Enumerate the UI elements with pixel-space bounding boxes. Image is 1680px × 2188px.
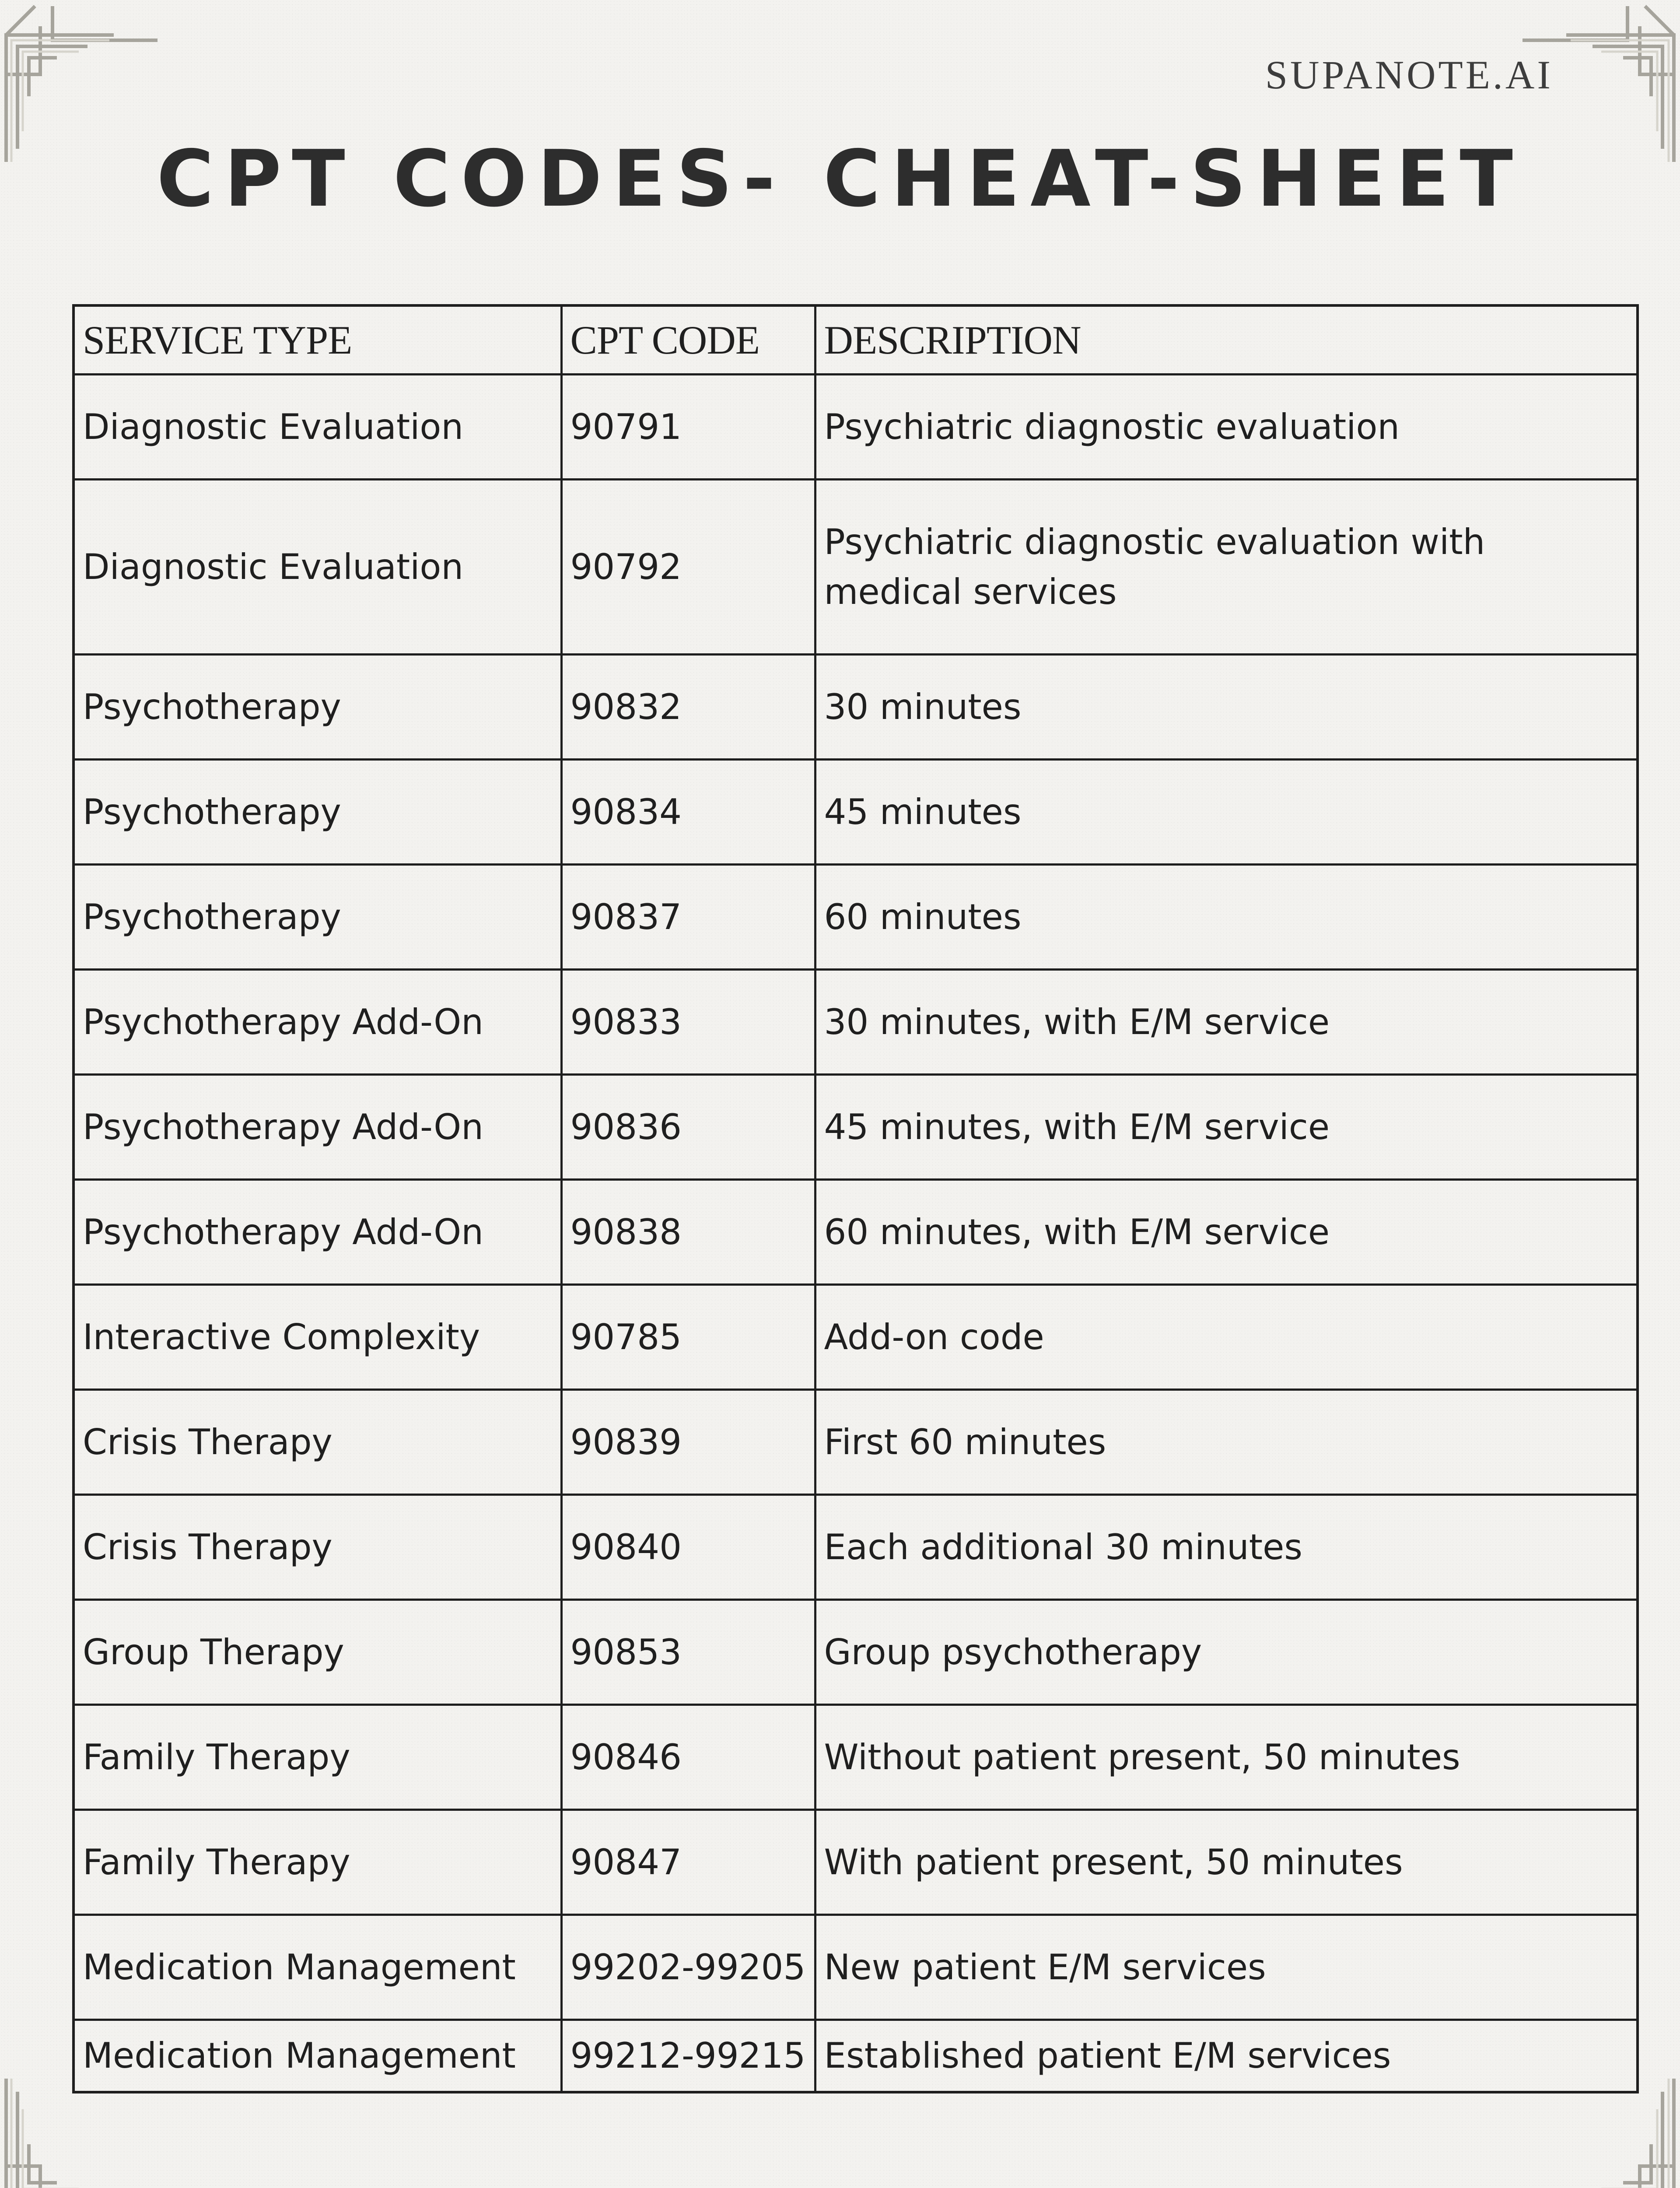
cell-cpt-code: 90833	[561, 970, 815, 1075]
cell-service-type: Medication Management	[74, 2020, 561, 2093]
cell-description: With patient present, 50 minutes	[815, 1810, 1638, 1915]
corner-ornament-bottom-right	[1518, 2079, 1680, 2188]
table-row	[74, 1600, 1638, 1705]
cell-description: 60 minutes	[815, 865, 1638, 970]
cell-description: 30 minutes, with E/M service	[815, 970, 1638, 1075]
table-body	[74, 375, 1638, 2093]
cell-description: First 60 minutes	[815, 1390, 1638, 1495]
cell-description: New patient E/M services	[815, 1915, 1638, 2020]
cell-cpt-code: 90837	[561, 865, 815, 970]
table-row	[74, 2020, 1638, 2093]
cell-cpt-code: 99202-99205	[561, 1915, 815, 2020]
cell-description: Psychiatric diagnostic evaluation with medical services	[815, 480, 1638, 655]
table-row	[74, 1810, 1638, 1915]
art-deco-corner-icon	[0, 2079, 162, 2188]
header-cpt-code: CPT CODE	[561, 305, 815, 375]
cell-description: Without patient present, 50 minutes	[815, 1705, 1638, 1810]
page-title: CPT CODES- CHEAT-SHEET	[157, 133, 1523, 224]
table-header	[74, 305, 1638, 375]
cell-cpt-code: 90791	[561, 375, 815, 480]
table-row	[74, 1495, 1638, 1600]
cell-description: Each additional 30 minutes	[815, 1495, 1638, 1600]
cell-cpt-code: 90834	[561, 760, 815, 865]
cell-description: 60 minutes, with E/M service	[815, 1180, 1638, 1285]
cell-cpt-code: 90853	[561, 1600, 815, 1705]
cell-description: Established patient E/M services	[815, 2020, 1638, 2093]
cell-cpt-code: 90792	[561, 480, 815, 655]
cell-service-type: Medication Management	[74, 1915, 561, 2020]
cell-description: 45 minutes	[815, 760, 1638, 865]
cell-cpt-code: 99212-99215	[561, 2020, 815, 2093]
table-row	[74, 1075, 1638, 1180]
table-row	[74, 760, 1638, 865]
table-row	[74, 1285, 1638, 1390]
cell-service-type: Psychotherapy	[74, 760, 561, 865]
cell-cpt-code: 90836	[561, 1075, 815, 1180]
cell-service-type: Psychotherapy Add-On	[74, 1180, 561, 1285]
cell-service-type: Diagnostic Evaluation	[74, 480, 561, 655]
table-row	[74, 1705, 1638, 1810]
cell-description: 30 minutes	[815, 655, 1638, 760]
table-row	[74, 480, 1638, 655]
table-row	[74, 1390, 1638, 1495]
cell-description: Add-on code	[815, 1285, 1638, 1390]
cell-service-type: Psychotherapy Add-On	[74, 970, 561, 1075]
cell-service-type: Crisis Therapy	[74, 1390, 561, 1495]
header-service-type: SERVICE TYPE	[74, 305, 561, 375]
cell-service-type: Diagnostic Evaluation	[74, 375, 561, 480]
table-row	[74, 655, 1638, 760]
cell-cpt-code: 90832	[561, 655, 815, 760]
cell-description: Group psychotherapy	[815, 1600, 1638, 1705]
art-deco-corner-icon	[0, 0, 162, 162]
cpt-codes-table	[72, 304, 1639, 2093]
cell-cpt-code: 90839	[561, 1390, 815, 1495]
cell-service-type: Interactive Complexity	[74, 1285, 561, 1390]
cell-cpt-code: 90847	[561, 1810, 815, 1915]
cell-description: Psychiatric diagnostic evaluation	[815, 375, 1638, 480]
cell-cpt-code: 90838	[561, 1180, 815, 1285]
table-row	[74, 1915, 1638, 2020]
table-row	[74, 865, 1638, 970]
cell-service-type: Psychotherapy	[74, 655, 561, 760]
table-row	[74, 375, 1638, 480]
art-deco-corner-icon	[1518, 2079, 1680, 2188]
corner-ornament-bottom-left	[0, 2079, 162, 2188]
cell-cpt-code: 90846	[561, 1705, 815, 1810]
table-row	[74, 1180, 1638, 1285]
cell-service-type: Psychotherapy Add-On	[74, 1075, 561, 1180]
brand-label: SUPANOTE.AI	[1265, 53, 1553, 97]
cell-service-type: Family Therapy	[74, 1810, 561, 1915]
header-row	[74, 305, 1638, 375]
cell-service-type: Psychotherapy	[74, 865, 561, 970]
corner-ornament-top-left	[0, 0, 162, 162]
cell-cpt-code: 90785	[561, 1285, 815, 1390]
cell-service-type: Crisis Therapy	[74, 1495, 561, 1600]
cell-description: 45 minutes, with E/M service	[815, 1075, 1638, 1180]
cell-service-type: Group Therapy	[74, 1600, 561, 1705]
table-row	[74, 970, 1638, 1075]
cell-service-type: Family Therapy	[74, 1705, 561, 1810]
cell-cpt-code: 90840	[561, 1495, 815, 1600]
header-description: DESCRIPTION	[815, 305, 1638, 375]
